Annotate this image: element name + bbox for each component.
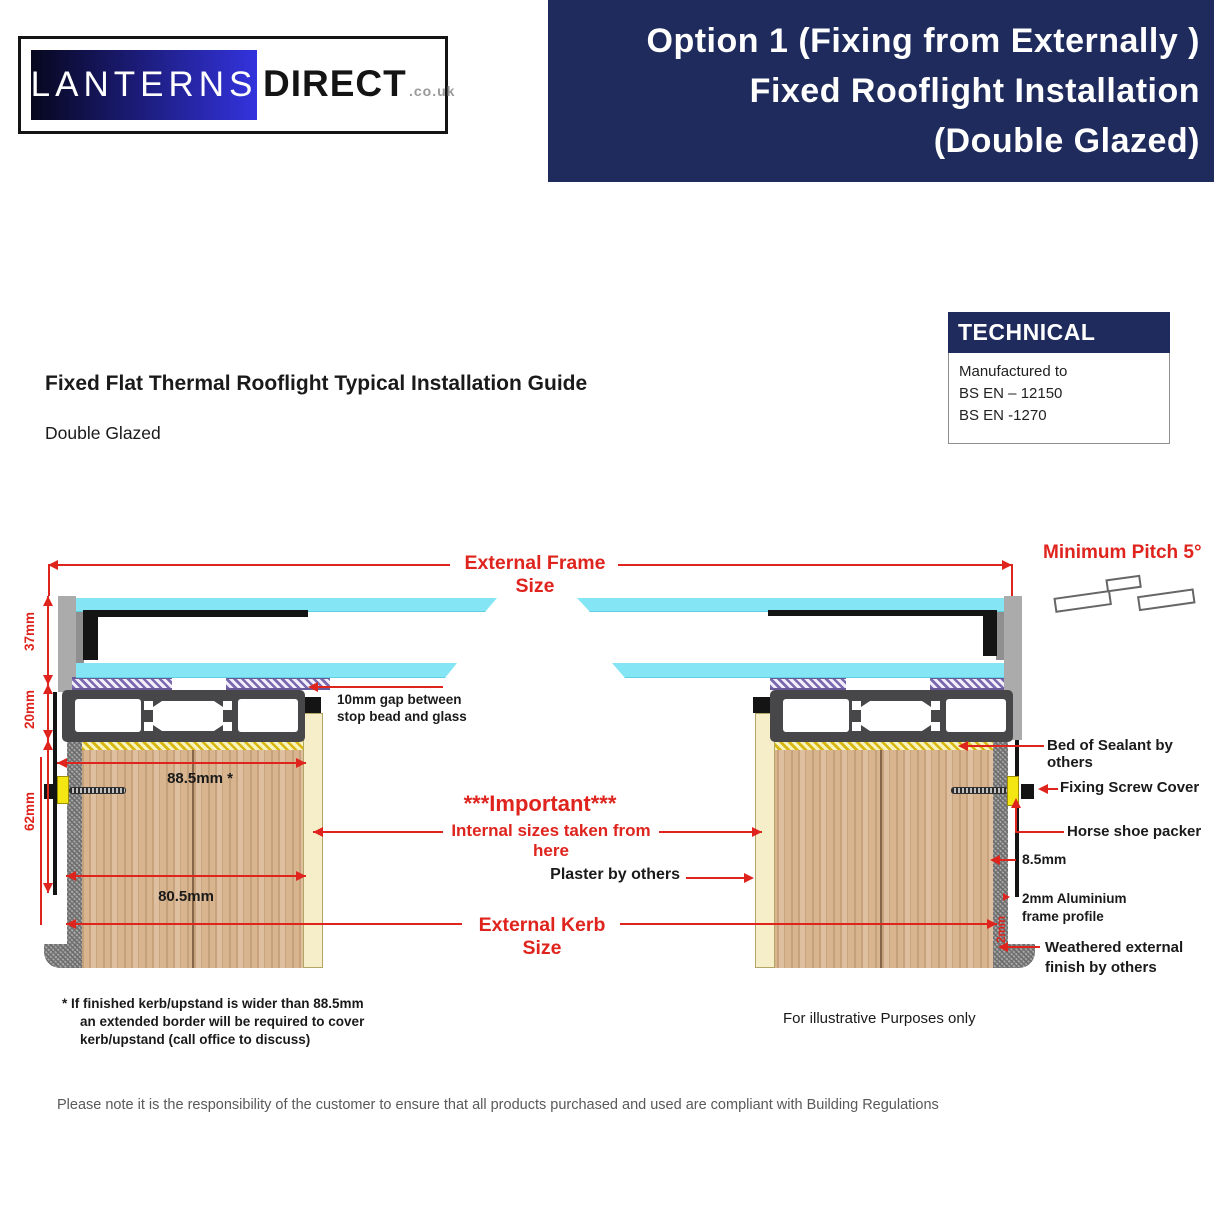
stop-bead-left — [303, 697, 321, 713]
technical-box-title: TECHNICAL — [948, 312, 1170, 353]
screw-shaft-right — [951, 787, 1008, 794]
gasket-right-b — [930, 677, 1004, 690]
packer-arrow-line — [1015, 805, 1017, 833]
glass-dim-line — [47, 596, 49, 684]
dim-arrow — [744, 873, 754, 883]
logo-blue-panel — [31, 50, 257, 120]
external-frame-size-label: External Frame Size — [464, 552, 606, 597]
dim-arrow — [43, 740, 53, 750]
dim-arrow — [990, 855, 1000, 865]
inner-glass-pane-left — [76, 663, 457, 678]
plaster-label: Plaster by others — [550, 866, 680, 883]
kerb-size-dim-line — [66, 923, 462, 925]
page-subtitle: Double Glazed — [45, 423, 161, 443]
screw-head-left — [44, 784, 56, 799]
title-banner — [548, 0, 1214, 182]
dim-arrow — [43, 684, 53, 694]
alu-profile-label-line-2: frame profile — [1022, 909, 1104, 924]
kerb-outer-dim-line — [57, 762, 306, 764]
gasket-left-a — [72, 677, 172, 690]
dim-arrow — [296, 871, 306, 881]
dim-arrow — [43, 730, 53, 740]
dim-arrow — [313, 827, 323, 837]
dim-arrow — [1038, 784, 1048, 794]
finish-thickness-label: 2mm — [996, 916, 1008, 943]
dim-arrow — [1011, 798, 1021, 808]
edge-gap-label: 8.5mm — [1022, 851, 1067, 867]
glazing-spacer-left — [98, 610, 308, 617]
gap-arrow-line — [312, 686, 443, 688]
frame-size-dim-line — [618, 564, 1012, 566]
glass-unit-dim-label: 37mm — [22, 612, 37, 652]
sealant-arrow-line — [962, 745, 1044, 747]
kerb-grain-line — [880, 749, 882, 968]
gasket-right-a — [770, 677, 846, 690]
dim-arrow — [752, 827, 762, 837]
fixing-screw-cover-left — [57, 776, 69, 804]
dim-arrow — [57, 758, 67, 768]
gap-note-line-1: 10mm gap between — [337, 692, 462, 707]
packer-arrow-line — [1016, 831, 1064, 833]
internal-sizes-label: Internal sizes taken from here — [451, 821, 651, 860]
dim-arrow — [308, 682, 318, 692]
important-label: ***Important*** — [463, 791, 617, 816]
dim-extension-line — [1011, 564, 1013, 596]
aluminium-frame-profile-left — [62, 690, 305, 742]
weathered-finish-label-line-2: finish by others — [1045, 959, 1157, 976]
dim-extension-line — [48, 564, 50, 596]
frame-dim-label: 20mm — [22, 690, 37, 730]
logo-brand-suffix: .co.uk — [409, 83, 456, 99]
page-title: Fixed Flat Thermal Rooflight Typical Installation Guide — [45, 372, 588, 395]
logo-brand-secondary: DIRECT — [263, 63, 407, 104]
dim-arrow — [998, 942, 1008, 952]
footnote-line-1: * If finished kerb/upstand is wider than 88.5mm — [62, 996, 364, 1011]
technical-line: BS EN -1270 — [959, 407, 1047, 424]
logo-brand-primary: LANTERNS — [30, 65, 258, 104]
technical-box-body — [948, 353, 1170, 444]
horse-shoe-packer-label: Horse shoe packer — [1067, 823, 1202, 840]
technical-box — [948, 312, 1170, 444]
footnote-line-2: an extended border will be required to cover — [80, 1014, 365, 1029]
dim-arrow — [296, 758, 306, 768]
bed-of-sealant-label: Bed of Sealant by others — [1047, 737, 1173, 771]
compliance-disclaimer: Please note it is the responsibility of the customer to ensure that all products purchased and used are compliant with Building Regulations — [57, 1097, 939, 1113]
kerb-depth-dim-label: 62mm — [22, 792, 37, 832]
kerb-size-dim-line — [620, 923, 997, 925]
fixing-screw-cover-label: Fixing Screw Cover — [1060, 779, 1200, 796]
weathered-finish-left-foot — [44, 944, 82, 968]
external-kerb-size-label: External Kerb Size — [478, 914, 606, 959]
technical-line: Manufactured to — [959, 363, 1068, 380]
dim-arrow — [66, 871, 76, 881]
illustrative-note: For illustrative Purposes only — [783, 1010, 976, 1027]
screw-shaft-left — [69, 787, 126, 794]
banner-line-1: Option 1 (Fixing from Externally ) — [646, 22, 1200, 60]
aluminium-frame-profile-right — [770, 690, 1013, 742]
kerb-depth-dim-line — [47, 740, 49, 893]
dim-arrow — [43, 883, 53, 893]
gap-note-line-2: stop bead and glass — [337, 709, 467, 724]
internal-sizes-arrow-line — [659, 831, 762, 833]
dim-extension-line — [40, 757, 42, 925]
weathered-arrow-line — [1004, 946, 1040, 948]
frame-size-dim-line — [48, 564, 450, 566]
banner-line-2: Fixed Rooflight Installation — [749, 72, 1200, 110]
lanterns-direct-logo — [18, 36, 456, 134]
minimum-pitch-icon — [1052, 568, 1198, 626]
kerb-outer-width-label: 88.5mm * — [167, 770, 233, 787]
alu-profile-label-line-1: 2mm Aluminium — [1022, 891, 1127, 906]
kerb-inner-dim-line — [66, 875, 306, 877]
dim-arrow — [958, 741, 968, 751]
plaster-strip-left — [303, 713, 323, 968]
kerb-inner-width-label: 80.5mm — [158, 888, 214, 905]
dim-arrow — [1003, 893, 1010, 901]
plaster-arrow-line — [686, 877, 748, 879]
minimum-pitch-label: Minimum Pitch 5° — [1043, 542, 1202, 563]
spacer-end-left — [83, 610, 98, 660]
footnote-line-3: kerb/upstand (call office to discuss) — [80, 1032, 311, 1047]
spacer-end-right — [983, 610, 997, 656]
internal-sizes-arrow-line — [313, 831, 443, 833]
screw-head-right — [1021, 784, 1034, 799]
weathered-finish-label-line-1: Weathered external — [1045, 939, 1184, 956]
dim-arrow — [43, 596, 53, 606]
stop-bead-right — [753, 697, 771, 713]
banner-line-3: (Double Glazed) — [933, 122, 1200, 160]
inner-glass-pane-right — [612, 663, 1004, 678]
dim-arrow — [66, 919, 76, 929]
glazing-spacer-right — [768, 610, 984, 616]
plaster-strip-right — [755, 713, 775, 968]
technical-line: BS EN – 12150 — [959, 385, 1063, 402]
